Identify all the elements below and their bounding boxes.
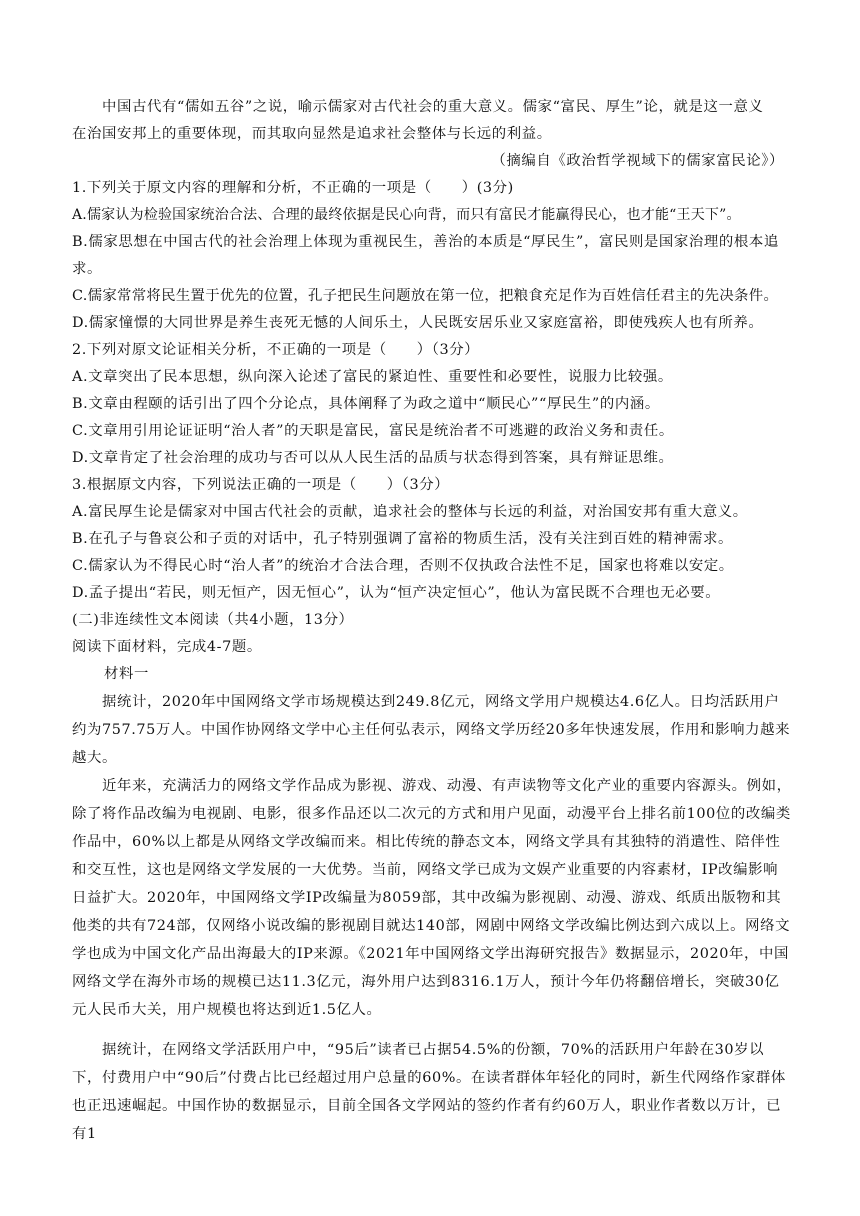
- question-2-option-b: B.文章由程颐的话引出了四个分论点，具体阐释了为政之道中“顺民心”“厚民生”的内涵。: [72, 396, 660, 412]
- question-1-option-b: B.儒家思想在中国古代的社会治理上体现为重视民生，善治的本质是“厚民生”，富民则是国家治理的根本追求。: [72, 234, 779, 277]
- question-1-option-d: D.儒家憧憬的大同世界是养生丧死无憾的人间乐土，人民既安居乐业又家庭富裕，即使残疾人也有所养。: [72, 315, 764, 331]
- question-3-option-b: B.在孔子与鲁哀公和子贡的对话中，孔子特别强调了富裕的物质生活，没有关注到百姓的精神需求。: [72, 531, 733, 547]
- question-2-option-a: A.文章突出了民本思想，纵向深入论述了富民的紧迫性、重要性和必要性，说服力比较强。: [72, 369, 673, 385]
- material-1-paragraph-2: 近年来，充满活力的网络文学作品成为影视、游戏、动漫、有声读物等文化产业的重要内容源头。例如，除了将作品改编为电视剧、电影，很多作品还以二次元的方式和用户见面，动漫平台上排名前100位的改编类作品中，60%以上都是从网络文学改编而来。相比传统的静态文本，网络文学具有其独特的消遣性、陪伴性和交互性，这也是网络文学发展的一大优势。当前，网络文学已成为文娱产业重要的内容素材，IP改编影响日益扩大。2020年，中国网络文学IP改编量为8059部，其中改编为影视剧、动漫、游戏、纸质出版物和其他类的共有724部，仅网络小说改编的影视剧目就达140部，网剧中网络文学改编比例达到六成以上。网络文学也成为中国文化产品出海最大的IP来源。《2021年中国网络文学出海研究报告》数据显示，2020年，中国网络文学在海外市场的规模已达11.3亿元，海外用户达到8316.1万人，预计今年仍将翻倍增长，突破30亿元人民币大关，用户规模也将达到近1.5亿人。: [72, 778, 792, 1018]
- question-2-option-c: C.文章用引用论证证明“治人者”的天职是富民，富民是统治者不可逃避的政治义务和责任。: [72, 423, 674, 439]
- question-3-option-a: A.富民厚生论是儒家对中国古代社会的贡献，追求社会的整体与长远的利益，对治国安邦有重大意义。: [72, 504, 748, 520]
- question-1-option-a: A.儒家认为检验国家统治合法、合理的最终依据是民心向背，而只有富民才能赢得民心，也才能“王天下”。: [72, 207, 741, 223]
- question-1-stem: 1.下列关于原文内容的理解和分析，不正确的一项是（ ）(3分): [72, 180, 514, 196]
- source-citation: （摘编自《政治哲学视域下的儒家富民论》）: [491, 153, 784, 169]
- material-1-paragraph-1: 据统计，2020年中国网络文学市场规模达到249.8亿元，网络文学用户规模达4.6亿人。日均活跃用户约为757.75万人。中国作协网络文学中心主任何弘表示，网络文学历经20多年快速发展，作用和影响力越来越大。: [72, 694, 791, 766]
- section-2-heading: (二)非连续性文本阅读（共4小题，13分）: [72, 612, 354, 628]
- question-3-option-d: D.孟子提出“若民，则无恒产，因无恒心”，认为“恒产决定恒心”，他认为富民既不合理也无必要。: [72, 585, 721, 601]
- material-1-paragraph-3: 据统计，在网络文学活跃用户中，“95后”读者已占据54.5%的份额，70%的活跃用户年龄在30岁以下，付费用户中“90后”付费占比已经超过用户总量的60%。在读者群体年轻化的同时，新生代网络作家群体也正迅速崛起。中国作协的数据显示，目前全国各文学网站的签约作者有约60万人，职业作者数以万计，已有1: [72, 1042, 786, 1142]
- section-2-instruction: 阅读下面材料，完成4-7题。: [72, 639, 262, 655]
- question-3-stem: 3.根据原文内容，下列说法正确的一项是（ ）（3分）: [72, 477, 450, 493]
- intro-line-2: 在治国安邦上的重要体现，而其取向显然是追求社会整体与长远的利益。: [72, 126, 552, 142]
- question-3-option-c: C.儒家认为不得民心时“治人者”的统治才合法合理，否则不仅执政合法性不足，国家也将难以安定。: [72, 558, 734, 574]
- question-2-option-d: D.文章肯定了社会治理的成功与否可以从人民生活的品质与状态得到答案，具有辩证思维。: [72, 450, 674, 466]
- question-2-stem: 2.下列对原文论证相关分析，不正确的一项是（ ）（3分）: [72, 342, 480, 358]
- material-1-label: 材料一: [104, 666, 149, 682]
- intro-line-1: 中国古代有“儒如五谷”之说，喻示儒家对古代社会的重大意义。儒家“富民、厚生”论，就是这一意义: [102, 99, 764, 115]
- question-1-option-c: C.儒家常常将民生置于优先的位置，孔子把民生问题放在第一位，把粮食充足作为百姓信任君主的先决条件。: [72, 288, 779, 304]
